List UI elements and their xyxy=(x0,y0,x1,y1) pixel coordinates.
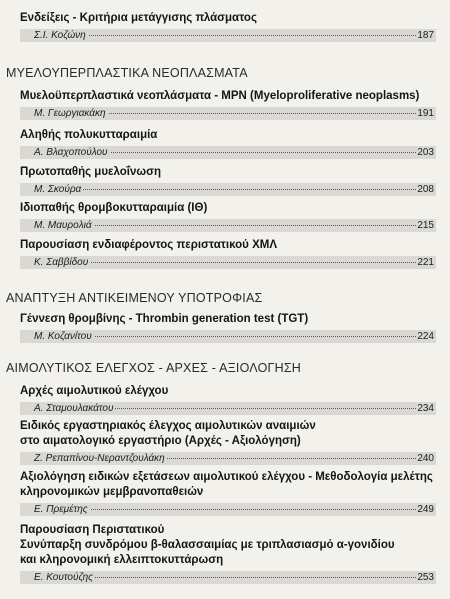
author-row xyxy=(20,402,436,415)
toc-entry xyxy=(20,11,436,42)
entry-title-line: Αξιολόγηση ειδικών εξετάσεων αιμολυτικού ελέγχου - Μεθοδολογία μελέτης xyxy=(20,471,433,483)
entry-page-number: 253 xyxy=(417,572,434,583)
entry-title: Γέννεση θρομβίνης - Thrombin generation test (TGT) xyxy=(20,313,309,325)
entry-author: Μ. Κοζανίτου xyxy=(34,331,92,342)
toc-entry xyxy=(20,89,436,120)
dot-leader xyxy=(34,262,416,263)
entry-title-line: και κληρονομική ελλειπτοκυττάρωση xyxy=(20,554,224,566)
toc-entry xyxy=(20,128,436,159)
author-row xyxy=(20,452,436,465)
entry-title: Μυελοϋπερπλαστικά νεοπλάσματα - MPN (Myeloproliferative neoplasms) xyxy=(20,90,420,102)
toc-entry xyxy=(20,523,436,584)
entry-title-line: Συνύπαρξη συνδρόμου β-θαλασσαιμίας με τριπλασιασμό α-γονιδίου xyxy=(20,539,395,551)
dot-leader xyxy=(34,35,416,36)
section-title: ΜΥΕΛΟΥΠΕΡΠΛΑΣΤΙΚΑ ΝΕΟΠΛΑΣΜΑΤΑ xyxy=(6,66,248,80)
entry-page-number: 187 xyxy=(417,30,434,41)
toc-entry xyxy=(20,165,436,196)
entry-title-line: Ειδικός εργαστηριακός έλεγχος αιμολυτικών αναιμιών xyxy=(20,420,316,432)
section-title: ΑΙΜΟΛΥΤΙΚΟΣ ΕΛΕΓΧΟΣ - ΑΡΧΕΣ - ΑΞΙΟΛΟΓΗΣΗ xyxy=(6,361,301,375)
toc-entry xyxy=(20,384,436,415)
entry-author: Ζ. Ρεπαπίνου-Νεραντζουλάκη xyxy=(34,453,165,464)
entry-author: Σ.Ι. Κοζώνη xyxy=(34,30,86,41)
author-row xyxy=(20,571,436,584)
toc-entry xyxy=(20,470,436,516)
section-title: ΑΝΑΠΤΥΞΗ ΑΝΤΙΚΕΙΜΕΝΟΥ ΥΠΟΤΡΟΦΙΑΣ xyxy=(6,291,263,305)
entry-author: Ε. Πρεμέτης xyxy=(34,504,88,515)
entry-title-line: στο αιματολογικό εργαστήριο (Αρχές - Αξιολόγηση) xyxy=(20,435,301,447)
author-row xyxy=(20,330,436,343)
toc-entry xyxy=(20,201,436,232)
toc-entry xyxy=(20,312,436,343)
entry-page-number: 240 xyxy=(417,453,434,464)
entry-author: Μ. Γεωργιακάκη xyxy=(34,108,106,119)
dot-leader xyxy=(34,189,416,190)
author-row xyxy=(20,256,436,269)
author-row xyxy=(20,107,436,120)
author-row xyxy=(20,219,436,232)
author-row xyxy=(20,183,436,196)
entry-page-number: 224 xyxy=(417,331,434,342)
entry-author: Μ. Μαυρολιά xyxy=(34,220,92,231)
entry-title: Ιδιοπαθής θρομβοκυτταραιμία (ΙΘ) xyxy=(20,202,208,214)
toc-entry xyxy=(20,238,436,269)
toc-entry xyxy=(20,419,436,465)
entry-page-number: 221 xyxy=(417,257,434,268)
entry-author: Ε. Κουτούζης xyxy=(34,572,93,583)
entry-title: Ενδείξεις - Κριτήρια μετάγγισης πλάσματος xyxy=(20,12,257,24)
entry-title-line: κληρονομικών μεμβρανοπαθειών xyxy=(20,486,204,498)
entry-page-number: 203 xyxy=(417,147,434,158)
entry-title: Αληθής πολυκυτταραιμία xyxy=(20,129,158,141)
entry-page-number: 215 xyxy=(417,220,434,231)
entry-author: Μ. Σκούρα xyxy=(34,184,82,195)
entry-title: Πρωτοπαθής μυελοΐνωση xyxy=(20,166,161,178)
entry-author: Α. Σταμουλακάτου xyxy=(34,403,114,414)
entry-title: Αρχές αιμολυτικού ελέγχου xyxy=(20,385,169,397)
dot-leader xyxy=(34,509,416,510)
author-row xyxy=(20,503,436,516)
entry-page-number: 191 xyxy=(417,108,434,119)
entry-author: Κ. Σαββίδου xyxy=(34,257,89,268)
entry-page-number: 208 xyxy=(417,184,434,195)
entry-title-line: Παρουσίαση Περιστατικού xyxy=(20,524,165,536)
entry-author: Α. Βλαχοπούλου xyxy=(34,147,108,158)
entry-page-number: 249 xyxy=(417,504,434,515)
author-row xyxy=(20,29,436,42)
entry-title: Παρουσίαση ενδιαφέροντος περιστατικού ΧΜΛ xyxy=(20,239,277,251)
entry-page-number: 234 xyxy=(417,403,434,414)
author-row xyxy=(20,146,436,159)
